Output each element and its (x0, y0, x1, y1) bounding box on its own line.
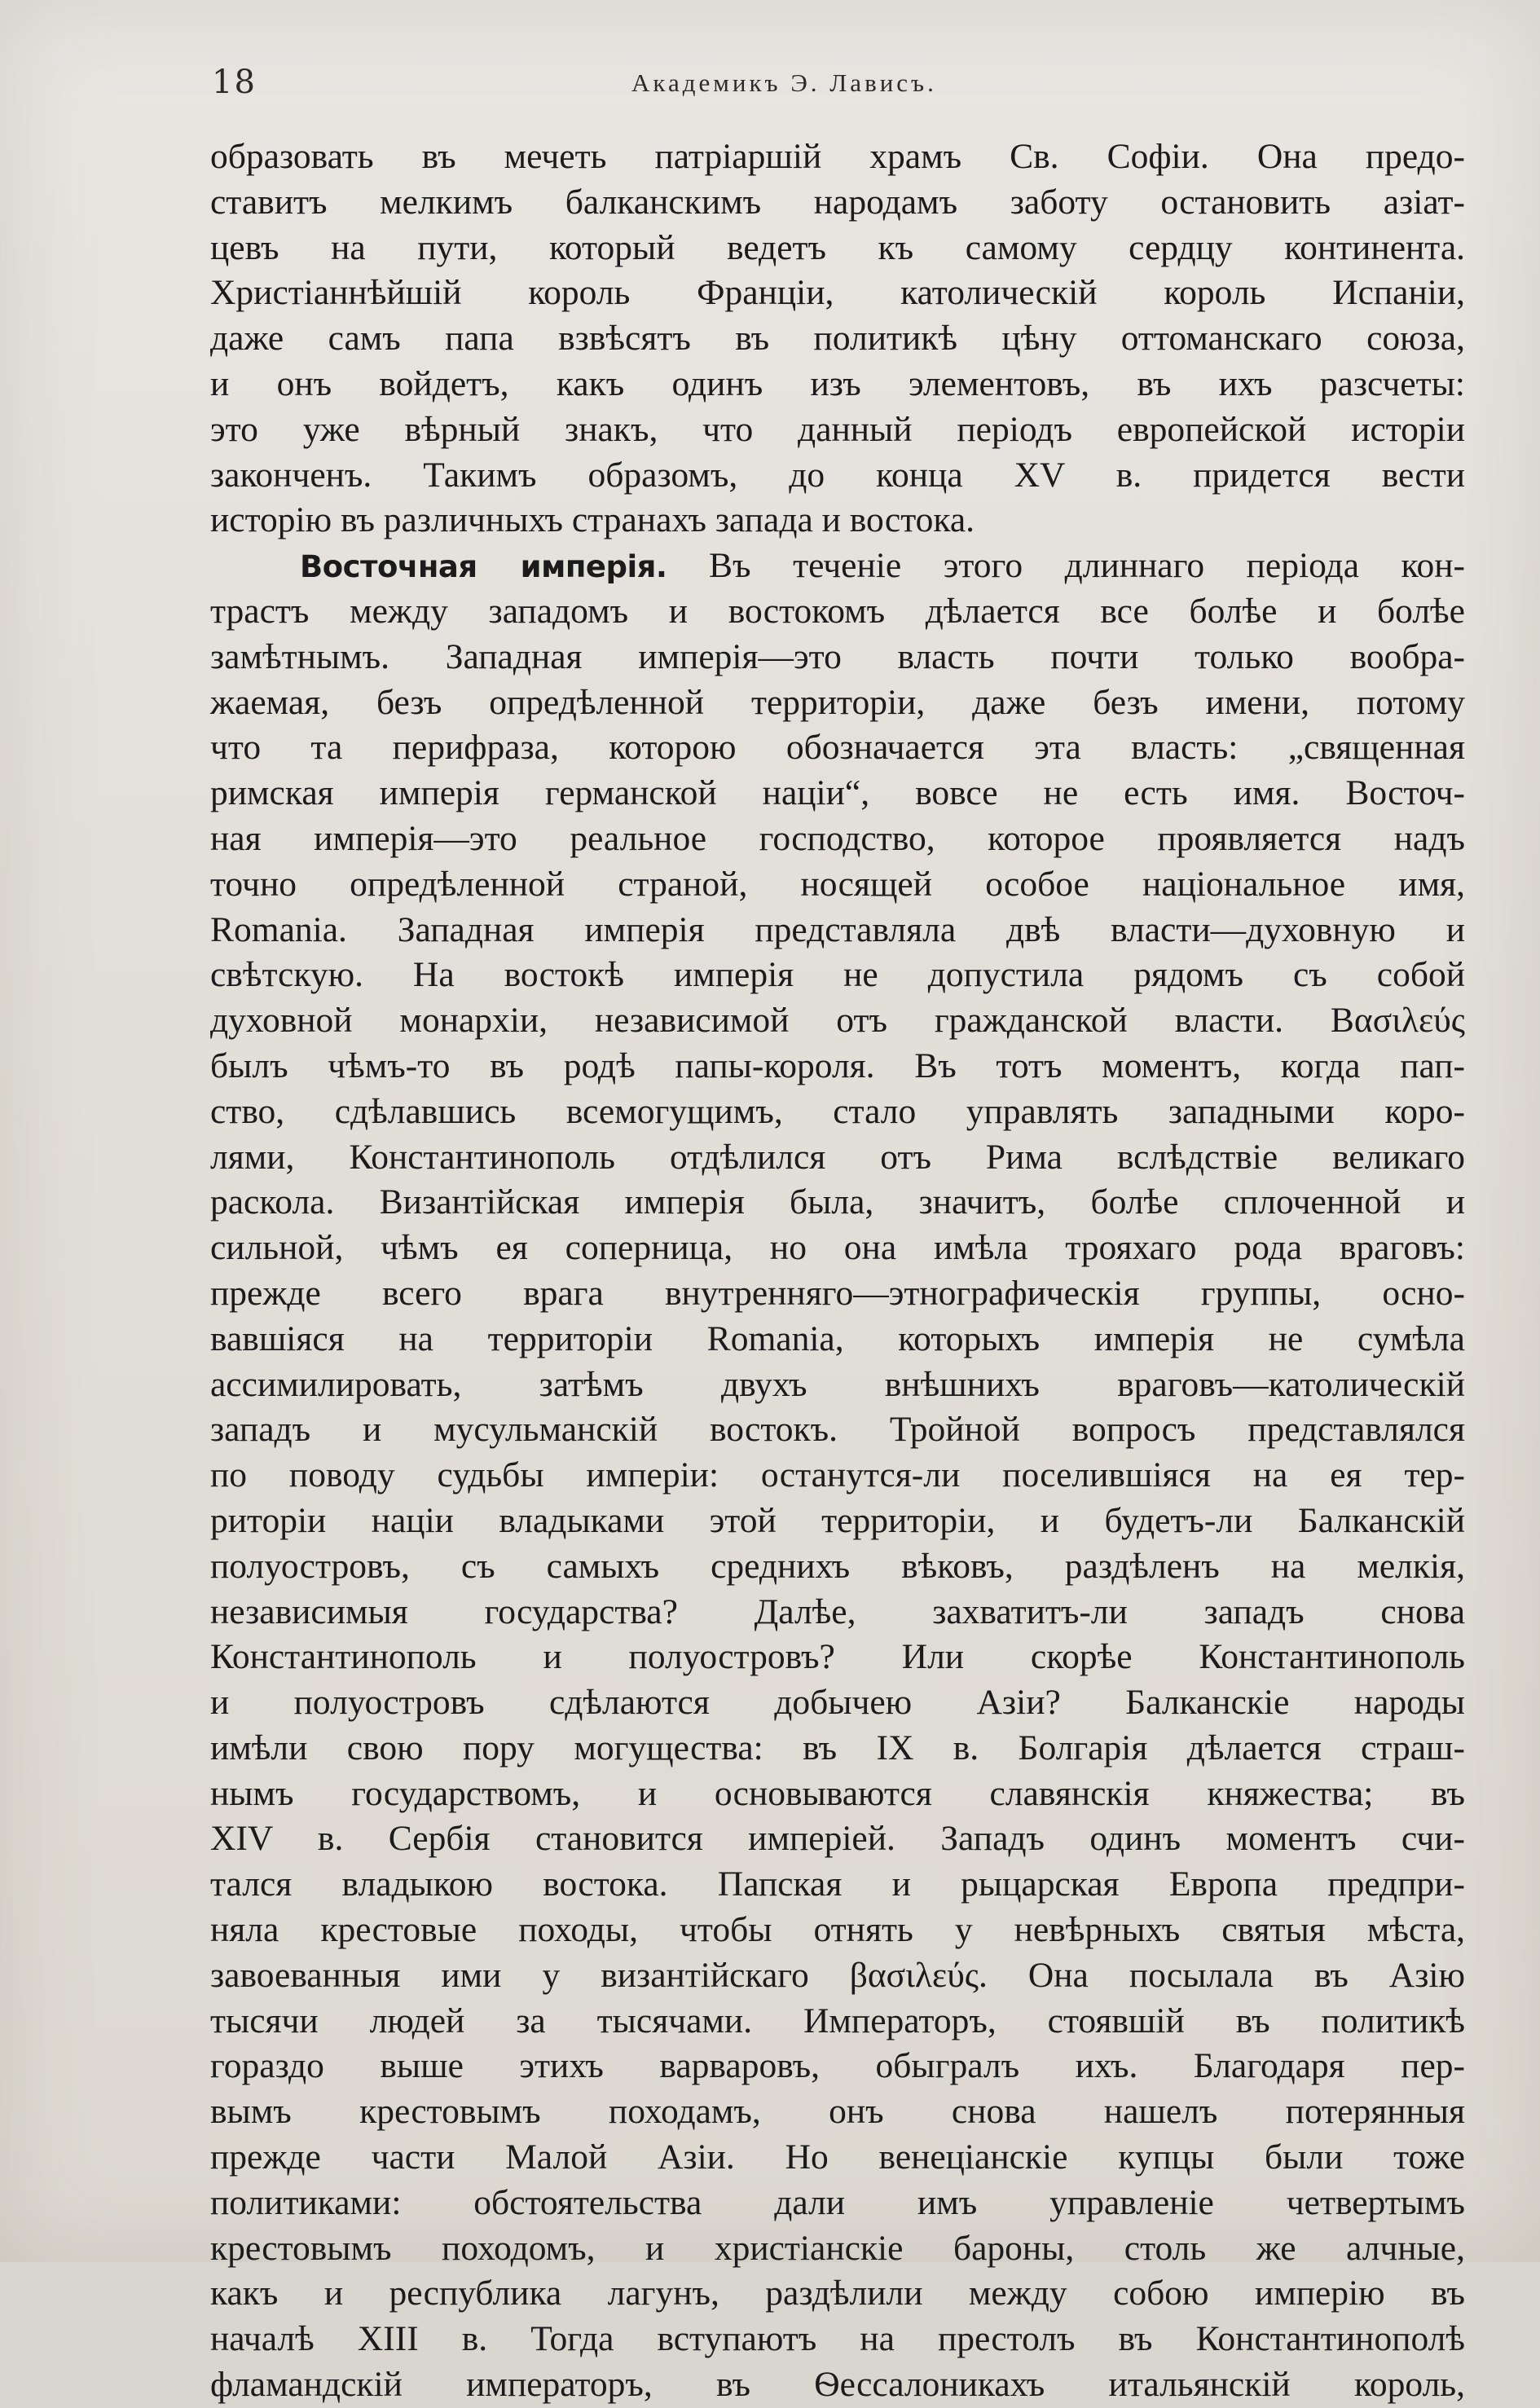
text-line: Христіаннѣйшій король Франціи, католическій король Испаніи, (210, 273, 1465, 313)
text-line: Въ теченіе этого длиннаго періода кон- (709, 546, 1465, 586)
body-text (210, 134, 1465, 2408)
text-line: имѣли свою пору могущества: въ IX в. Болгарія дѣлается страш- (210, 1728, 1465, 1767)
text-line: даже самъ папа взвѣсятъ въ политикѣ цѣну оттоманскаго союза, (210, 319, 1465, 359)
page-number: 18 (212, 64, 257, 101)
text-line: образовать въ мечеть патріаршій храмъ Св. Софіи. Она предо- (210, 137, 1465, 176)
text-line: и полуостровъ сдѣлаются добычею Азіи? Балканскіе народы (210, 1683, 1465, 1723)
text-line: тался владыкою востока. Папская и рыцарская Европа предпри- (210, 1864, 1465, 1904)
text-line: Romania. Западная имперія представляла двѣ власти—духовную и (210, 909, 1465, 949)
text-line: завоеванныя ими у византійскаго βασιλεύς. Она посылала въ Азію (210, 1955, 1465, 1995)
text-line: законченъ. Такимъ образомъ, до конца XV в. придется вести (210, 455, 1465, 495)
text-line: ставитъ мелкимъ балканскимъ народамъ заботу остановить азіат- (210, 182, 1465, 222)
text-line: ассимилировать, затѣмъ двухъ внѣшнихъ враговъ—католическій (210, 1364, 1465, 1404)
section-heading: Восточная имперія. (300, 549, 667, 585)
text-line: фламандскій императоръ, въ Ѳессалоникахъ итальянскій король, (210, 2365, 1465, 2405)
text-line: исторію въ различныхъ странахъ запада и востока. (210, 500, 975, 540)
text-line: сильной, чѣмъ ея соперница, но она имѣла трояхаго рода враговъ: (210, 1228, 1465, 1268)
text-line: римская имперія германской націи“, вовсе не есть имя. Восточ- (210, 773, 1465, 813)
text-line: риторіи націи владыками этой территоріи, и будетъ-ли Балканскій (210, 1500, 1465, 1540)
text-line: лями, Константинополь отдѣлился отъ Рима вслѣдствіе великаго (210, 1137, 1465, 1177)
text-line: цевъ на пути, который ведетъ къ самому сердцу континента. (210, 227, 1465, 267)
text-line: нымъ государствомъ, и основываются славянскія княжества; въ (210, 1773, 1465, 1813)
text-line: независимыя государства? Далѣе, захватитъ-ли западъ снова (210, 1591, 1465, 1631)
text-line: по поводу судьбы имперіи: останутся-ли поселившіяся на ея тер- (210, 1455, 1465, 1495)
text-line: полуостровъ, съ самыхъ среднихъ вѣковъ, раздѣленъ на мелкія, (210, 1546, 1465, 1586)
text-line: тысячи людей за тысячами. Императоръ, стоявшій въ политикѣ (210, 2001, 1465, 2040)
text-line: началѣ XIII в. Тогда вступаютъ на престолъ въ Константинополѣ (210, 2319, 1465, 2359)
text-line: прежде части Малой Азіи. Но венеціанскіе купцы были тоже (210, 2137, 1465, 2177)
text-line: няла крестовые походы, чтобы отнять у невѣрныхъ святыя мѣста, (210, 1910, 1465, 1950)
text-line: XIV в. Сербія становится имперіей. Западъ одинъ моментъ счи- (210, 1819, 1465, 1859)
text-line: это уже вѣрный знакъ, что данный періодъ европейской исторіи (210, 409, 1465, 449)
text-line: политиками: обстоятельства дали имъ управленіе четвертымъ (210, 2182, 1465, 2222)
section-heading-line (210, 544, 1465, 589)
text-line: замѣтнымъ. Западная имперія—это власть почти только вообра- (210, 636, 1465, 676)
text-line: свѣтскую. На востокѣ имперія не допустила рядомъ съ собой (210, 955, 1465, 995)
text-line: вымъ крестовымъ походамъ, онъ снова нашелъ потерянныя (210, 2092, 1465, 2132)
page-header (212, 64, 1483, 112)
text-line: гораздо выше этихъ варваровъ, обыгралъ ихъ. Благодаря пер- (210, 2046, 1465, 2086)
text-line: Константинополь и полуостровъ? Или скорѣе Константинополь (210, 1637, 1465, 1677)
text-line: раскола. Византійская имперія была, значитъ, болѣе сплоченной и (210, 1182, 1465, 1222)
text-line: точно опредѣленной страной, носящей особое національное имя, (210, 864, 1465, 904)
text-line: жаемая, безъ опредѣленной территоріи, даже безъ имени, потому (210, 682, 1465, 722)
text-line: западъ и мусульманскій востокъ. Тройной вопросъ представлялся (210, 1410, 1465, 1450)
text-line: былъ чѣмъ-то въ родѣ папы-короля. Въ тотъ моментъ, когда пап- (210, 1046, 1465, 1085)
text-line: крестовымъ походомъ, и христіанскіе бароны, столь же алчные, (210, 2228, 1465, 2268)
running-head: Академикъ Э. Лависъ. (631, 68, 937, 97)
text-line: трастъ между западомъ и востокомъ дѣлается все болѣе и болѣе (210, 591, 1465, 631)
text-line: ная имперія—это реальное господство, которое проявляется надъ (210, 818, 1465, 858)
text-line: что та перифраза, которою обозначается эта власть: „священная (210, 728, 1465, 768)
text-line: ство, сдѣлавшись всемогущимъ, стало управлять западными коро- (210, 1091, 1465, 1131)
text-line: вавшіяся на территоріи Romania, которыхъ имперія не сумѣла (210, 1318, 1465, 1358)
text-line: и онъ войдетъ, какъ одинъ изъ элементовъ, въ ихъ разсчеты: (210, 363, 1465, 403)
text-line: какъ и республика лагунъ, раздѣлили между собою имперію въ (210, 2274, 1465, 2313)
text-line: прежде всего врага внутренняго—этнографическія группы, осно- (210, 1273, 1465, 1313)
text-line: духовной монархіи, независимой отъ гражданской власти. Βασιλεύς (210, 1001, 1465, 1041)
